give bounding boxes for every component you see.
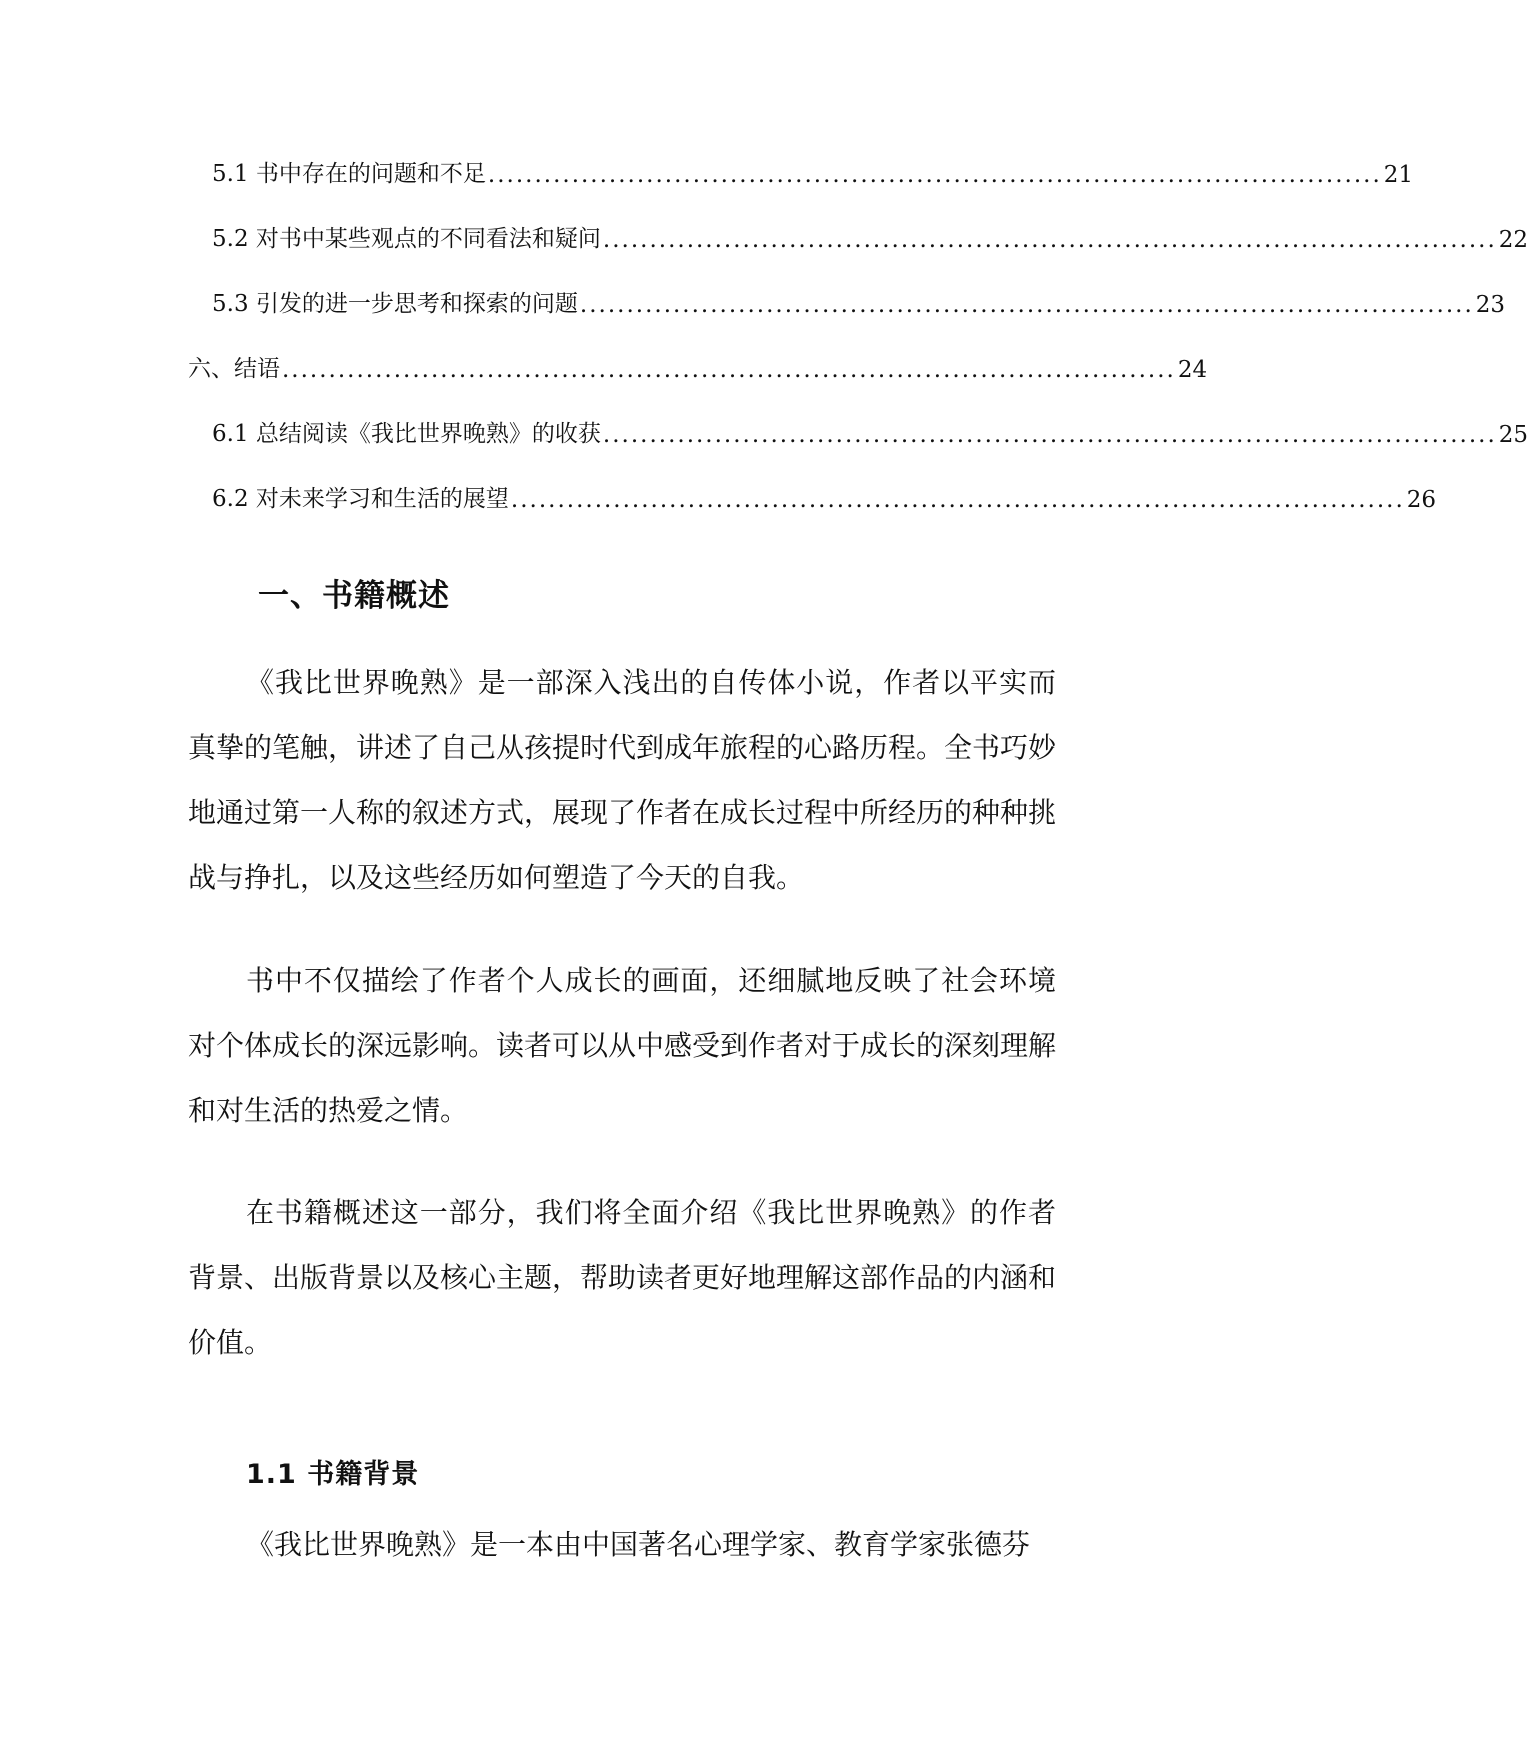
toc-entry-label: 6.1 总结阅读《我比世界晚熟》的收获	[212, 421, 601, 447]
toc-entry[interactable]	[212, 408, 1528, 448]
toc-entry[interactable]	[212, 148, 1414, 188]
toc-entry[interactable]	[212, 213, 1528, 253]
toc-entry-page: 25	[1498, 422, 1528, 448]
toc-entry-label: 6.2 对未来学习和生活的展望	[212, 486, 509, 512]
toc-leader: ................................................................................................	[579, 292, 1474, 318]
toc-entry-page: 24	[1177, 357, 1208, 383]
body-paragraph: 《我比世界晚熟》是一部深入浅出的自传体小说，作者以平实而真挚的笔触，讲述了自己从孩提时代到成年旅程的心路历程。全书巧妙地通过第一人称的叙述方式，展现了作者在成长过程中所经历的种种挑战与挣扎，以及这些经历如何塑造了今天的自我。	[188, 666, 1057, 894]
body-paragraph: 《我比世界晚熟》是一本由中国著名心理学家、教育学家张德芬	[246, 1528, 1031, 1561]
toc-leader: ................................................................................................	[487, 162, 1382, 188]
subsection-heading: 1.1 书籍背景	[246, 1459, 420, 1490]
toc-entry-label: 5.3 引发的进一步思考和探索的问题	[212, 291, 578, 317]
toc-entry-page: 22	[1498, 227, 1528, 253]
section-heading: 一、书籍概述	[258, 578, 450, 614]
toc-entry-page: 23	[1475, 292, 1506, 318]
toc-entry-label: 5.2 对书中某些观点的不同看法和疑问	[212, 226, 601, 252]
toc-leader: ................................................................................................	[282, 357, 1176, 383]
toc-entry-label: 六、结语	[188, 356, 280, 382]
toc-leader: ................................................................................................	[510, 487, 1405, 513]
toc-entry[interactable]	[212, 278, 1506, 318]
toc-entry[interactable]	[188, 343, 1208, 383]
toc-entry-page: 21	[1383, 162, 1414, 188]
toc-entry[interactable]	[212, 473, 1437, 513]
body-paragraph: 在书籍概述这一部分，我们将全面介绍《我比世界晚熟》的作者背景、出版背景以及核心主题，帮助读者更好地理解这部作品的内涵和价值。	[188, 1196, 1057, 1359]
toc-entry-label: 5.1 书中存在的问题和不足	[212, 161, 486, 187]
body-paragraph: 书中不仅描绘了作者个人成长的画面，还细腻地反映了社会环境对个体成长的深远影响。读者可以从中感受到作者对于成长的深刻理解和对生活的热爱之情。	[188, 964, 1057, 1127]
toc-leader: ................................................................................................	[602, 227, 1497, 253]
toc-entry-page: 26	[1406, 487, 1437, 513]
toc-leader: ................................................................................................	[602, 422, 1497, 448]
